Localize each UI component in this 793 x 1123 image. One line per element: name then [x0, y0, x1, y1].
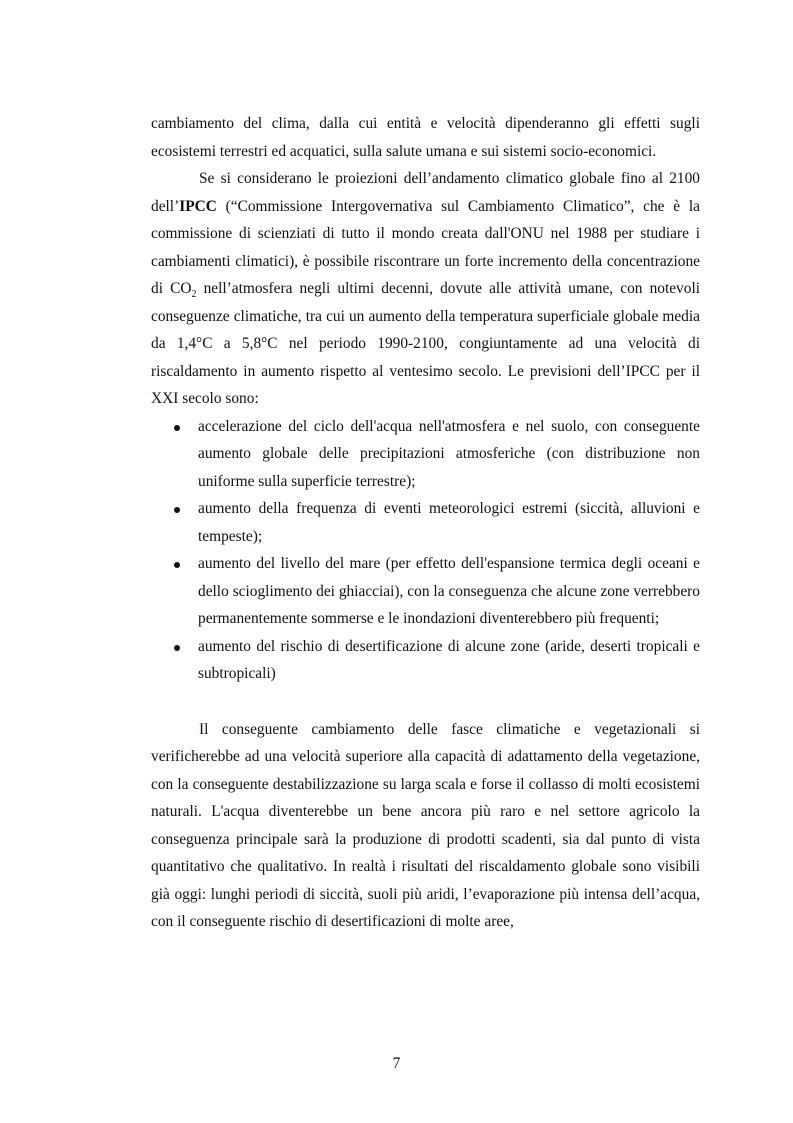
ipcc-text-intro: Se si considerano le proiezioni dell’andamento climatico globale fino al 2100 dell’ — [151, 170, 700, 215]
page-body — [151, 110, 700, 936]
list-item — [151, 413, 700, 496]
bullet-icon — [174, 645, 180, 651]
ipcc-text-end: nell’atmosfera negli ultimi decenni, dovute alle attività umane, con notevoli conseguenze climatiche, tra cui un aumento della temperatura superficiale globale media da 1,4°C a 5,8°C nel periodo 1990-2100, congiuntamente ad una velocità di riscaldamento in aumento rispetto al ventesimo secolo. Le previsioni dell’IPCC per il XXI secolo sono: — [151, 280, 701, 407]
list-item — [151, 495, 700, 550]
ipcc-text-middle: (“Commissione Intergovernativa sul Cambiamento Climatico”, che è la commissione di scienziati di tutto il mondo creata dall'ONU nel 1988 per studiare i cambiamenti climatici), è possibile riscontrare un forte incremento della concentrazione di CO — [151, 197, 700, 297]
list-item-text: aumento della frequenza di eventi meteorologici estremi (siccità, alluvioni e tempeste); — [198, 500, 700, 545]
ipcc-acronym: IPCC — [179, 197, 217, 215]
list-item — [151, 633, 700, 688]
bullet-icon — [174, 425, 180, 431]
bullet-icon — [174, 562, 180, 568]
ipcc-predictions-list — [151, 413, 700, 688]
list-item-text: aumento del rischio di desertificazione di alcune zone (aride, deserti tropicali e subtropicali) — [198, 637, 700, 682]
paragraph-consequences: Il conseguente cambiamento delle fasce climatiche e vegetazionali si verificherebbe ad una velocità superiore alla capacità di adattamento della vegetazione, con la conseguente destabilizzazione su larga scala e forse il collasso di molti ecosistemi naturali. L'acqua diventerebbe un bene ancora più raro e nel settore agricolo la conseguenza principale sarà la produzione di prodotti scadenti, sia dal punto di vista quantitativo che qualitativo. In realtà i risultati del riscaldamento globale sono visibili già oggi: lunghi periodi di siccità, suoli più aridi, l’evaporazione più intensa dell’acqua, con il conseguente rischio di desertificazioni di molte aree, — [151, 720, 700, 930]
list-item-text: aumento del livello del mare (per effetto dell'espansione termica degli oceani e dello scioglimento dei ghiacciai), con la conseguenza che alcune zone verrebbero permanentemente sommerse e le inondazioni diventerebbero più frequenti; — [198, 555, 700, 627]
co2-subscript: 2 — [191, 289, 197, 301]
list-item — [151, 550, 700, 633]
paragraph-continuation: cambiamento del clima, dalla cui entità e velocità dipenderanno gli effetti sugli ecosistemi terrestri ed acquatici, sulla salute umana e sui sistemi socio-economici. — [151, 115, 700, 160]
bullet-icon — [174, 507, 180, 513]
page-number: 7 — [392, 1055, 401, 1072]
list-item-text: accelerazione del ciclo dell'acqua nell'atmosfera e nel suolo, con conseguente aumento globale delle precipitazioni atmosferiche (con distribuzione non uniforme sulla superficie terrestre); — [198, 417, 700, 490]
paragraph-ipcc — [151, 165, 700, 413]
